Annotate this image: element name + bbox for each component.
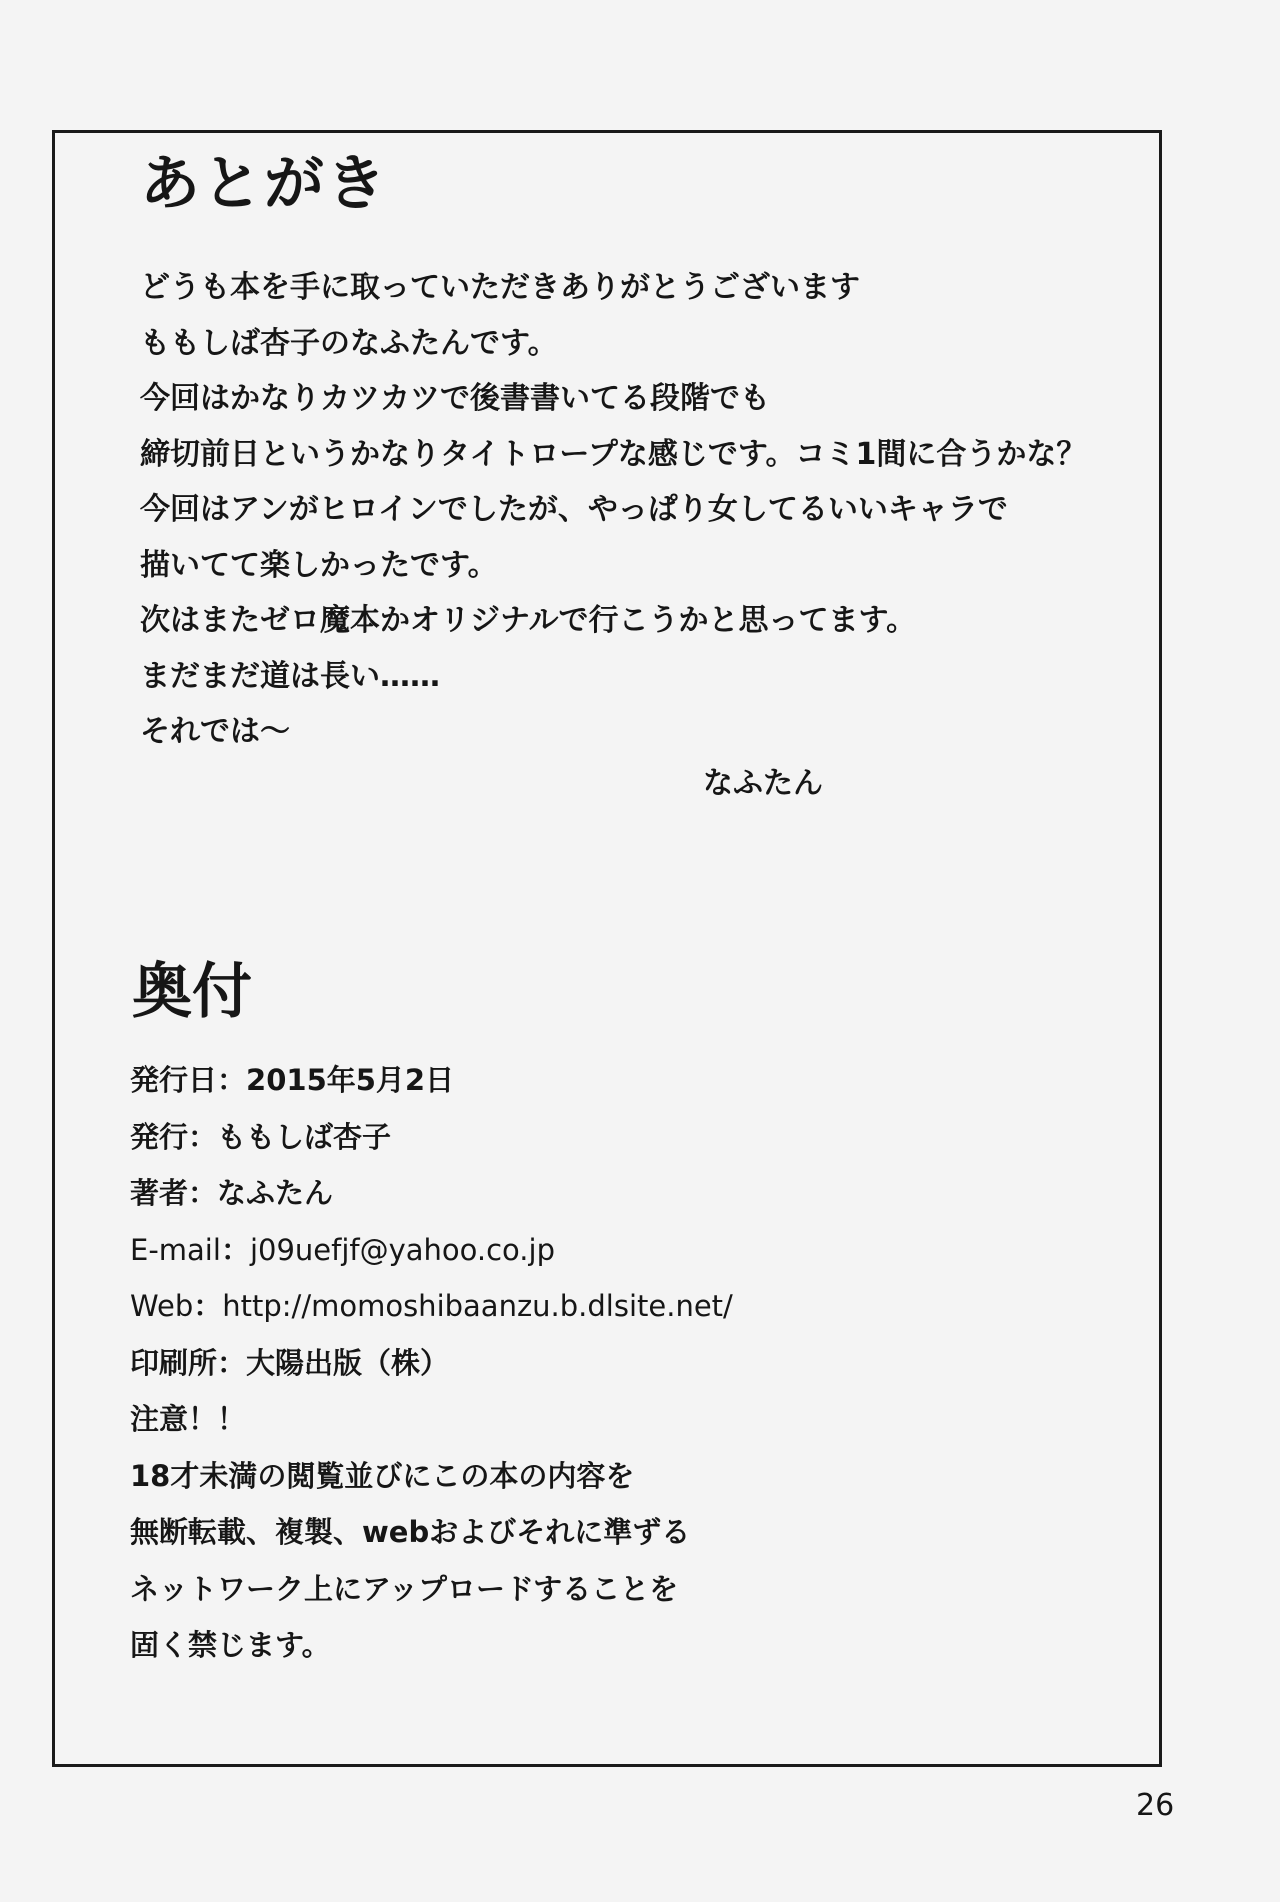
field-separator: ： [217,1063,247,1097]
afterword-title: あとがき [140,149,388,219]
notice-line: 無断転載、複製、webおよびそれに準ずる [130,1515,691,1549]
afterword-line: どうも本を手に取っていただきありがとうございます [140,270,860,305]
field-label: Web [130,1289,194,1323]
field-label: 著者 [130,1176,189,1210]
field-label: E-mail [130,1232,221,1267]
afterword-line: 今回はアンがヒロインでしたが、やっぱり女してるいいキャラで [140,492,1008,527]
field-separator: ： [193,1289,223,1323]
field-value: ももしば杏子 [217,1119,392,1154]
afterword-line: 締切前日というかなりタイトロープな感じです。コミ1間に合うかな？ [140,436,1087,472]
colophon-web [130,1282,1130,1339]
field-value: 大陽出版（株） [246,1345,450,1380]
afterword-line: まだまだ道は長い…… [140,658,440,694]
author-signature: なふたん [703,766,823,801]
afterword-line: それでは～ [140,714,290,749]
afterword-line: 今回はかなりカツカツで後書書いてる段階でも [140,381,770,416]
field-label: 発行 [130,1119,189,1154]
field-value: なふたん [217,1176,334,1210]
web-url: http://momoshibaanzu.b.dlsite.net/ [222,1289,733,1323]
colophon-printer [130,1339,1130,1396]
afterword-line: 次はまたゼロ魔本かオリジナルで行こうかと思ってます。 [140,603,917,638]
notice-heading: 注意！！ [130,1402,247,1436]
afterword-body [140,264,1140,764]
notice-line: 固く禁じます。 [130,1628,331,1662]
notice-line: 18才未満の閲覧並びにこの本の内容を [130,1458,635,1493]
colophon-title: 奥付 [132,957,252,1027]
field-label: 印刷所 [130,1345,218,1380]
afterword-line: 描いてて楽しかったです。 [140,547,498,583]
field-separator: ： [217,1345,247,1380]
email-address: j09uefjf@yahoo.co.jp [249,1232,555,1267]
field-value: 2015年5月2日 [246,1063,455,1097]
field-separator: ： [188,1119,218,1154]
colophon-publisher [130,1113,1130,1170]
field-separator: ： [220,1232,250,1267]
afterword-line: ももしば杏子のなふたんです。 [140,325,558,361]
colophon-email [130,1226,1130,1283]
field-separator: ： [188,1176,218,1210]
colophon-body [130,1056,1130,1678]
page-number: 26 [1136,1788,1175,1823]
colophon-publish-date [130,1056,1130,1113]
colophon-author [130,1169,1130,1226]
notice-line: ネットワーク上にアップロードすることを [130,1571,679,1606]
field-label: 発行日 [130,1063,218,1097]
